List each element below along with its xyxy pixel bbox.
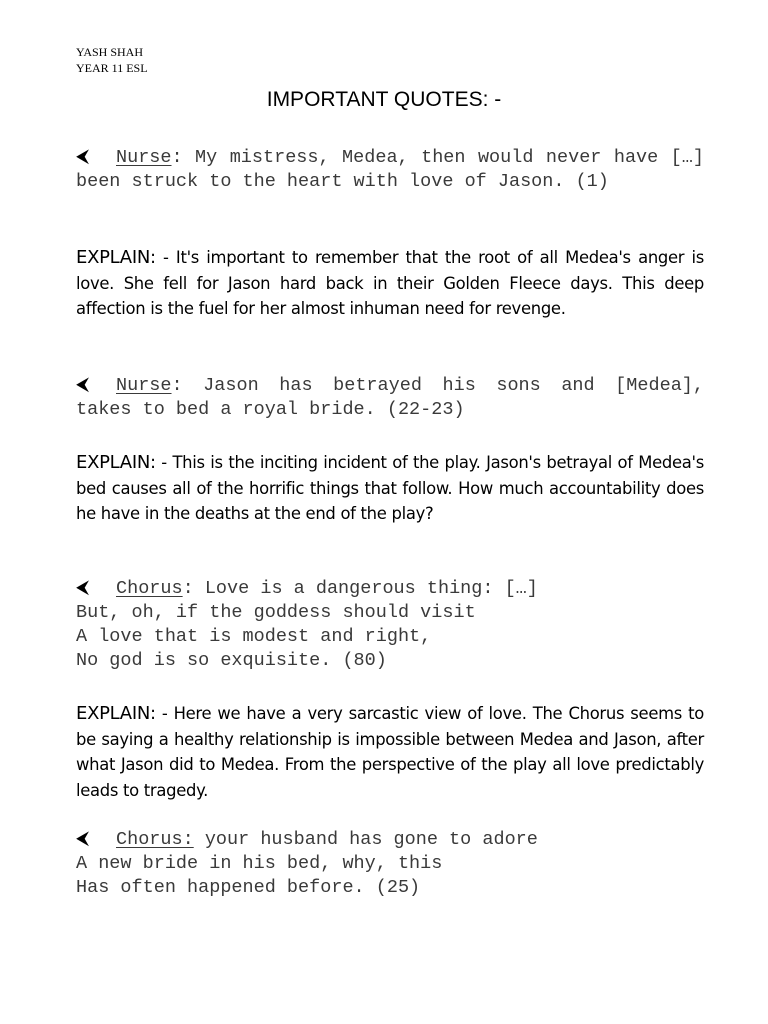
explain-text: - Here we have a very sarcastic view of love. The Chorus seems to be saying a healthy relationship is impossible between Medea and Jason, after what Jason did to Medea. From the perspective of the play all love predictably leads to tragedy. bbox=[76, 704, 704, 800]
quote-text: your husband has gone to adore bbox=[193, 829, 538, 850]
explain-text: - This is the inciting incident of the play. Jason's betrayal of Medea's bed causes all of the horrific things that follow. How much accountability does he have in the deaths at the end of the play? bbox=[76, 453, 704, 523]
explain-block-2 bbox=[76, 450, 704, 527]
explain-block-3 bbox=[76, 701, 704, 803]
explain-label: EXPLAIN: bbox=[76, 452, 156, 473]
quote-text: : Love is a dangerous thing: […] bbox=[182, 578, 538, 599]
quote-line: No god is so exquisite. (80) bbox=[76, 650, 387, 671]
arrowhead-left-icon: ⮜ bbox=[76, 147, 90, 168]
quote-speaker: Chorus bbox=[116, 578, 183, 599]
author-class: YEAR 11 ESL bbox=[76, 61, 148, 75]
quote-line: But, oh, if the goddess should visit bbox=[76, 602, 476, 623]
quote-line: A love that is modest and right, bbox=[76, 626, 432, 647]
quote-block-3 bbox=[76, 577, 704, 673]
arrowhead-left-icon: ⮜ bbox=[76, 578, 90, 599]
quote-text: : Jason has betrayed his sons and [Medea], takes to bed a royal bride. (22-23) bbox=[76, 375, 704, 420]
author-header bbox=[76, 44, 148, 76]
quote-text: : My mistress, Medea, then would never have […] been struck to the heart with love of Jason. (1) bbox=[76, 147, 704, 192]
quote-speaker: Chorus: bbox=[116, 829, 194, 850]
explain-label: EXPLAIN: bbox=[76, 703, 156, 724]
quote-line bbox=[76, 577, 704, 601]
explain-label: EXPLAIN: bbox=[76, 247, 156, 268]
quote-speaker: Nurse bbox=[116, 375, 172, 396]
author-name: YASH SHAH bbox=[76, 45, 144, 59]
page-title: IMPORTANT QUOTES: - bbox=[266, 88, 502, 111]
explain-block-1 bbox=[76, 245, 704, 322]
quote-line: A new bride in his bed, why, this bbox=[76, 853, 443, 874]
quote-block-4 bbox=[76, 828, 704, 900]
quote-block-2 bbox=[76, 374, 704, 422]
quote-block-1 bbox=[76, 146, 704, 194]
quote-speaker: Nurse bbox=[116, 147, 172, 168]
arrowhead-left-icon: ⮜ bbox=[76, 829, 90, 850]
quote-line: Has often happened before. (25) bbox=[76, 877, 421, 898]
explain-text: - It's important to remember that the root of all Medea's anger is love. She fell for Jason hard back in their Golden Fleece days. This deep affection is the fuel for her almost inhuman need for revenge. bbox=[76, 248, 704, 318]
arrowhead-left-icon: ⮜ bbox=[76, 375, 90, 396]
quote-line bbox=[76, 828, 704, 852]
